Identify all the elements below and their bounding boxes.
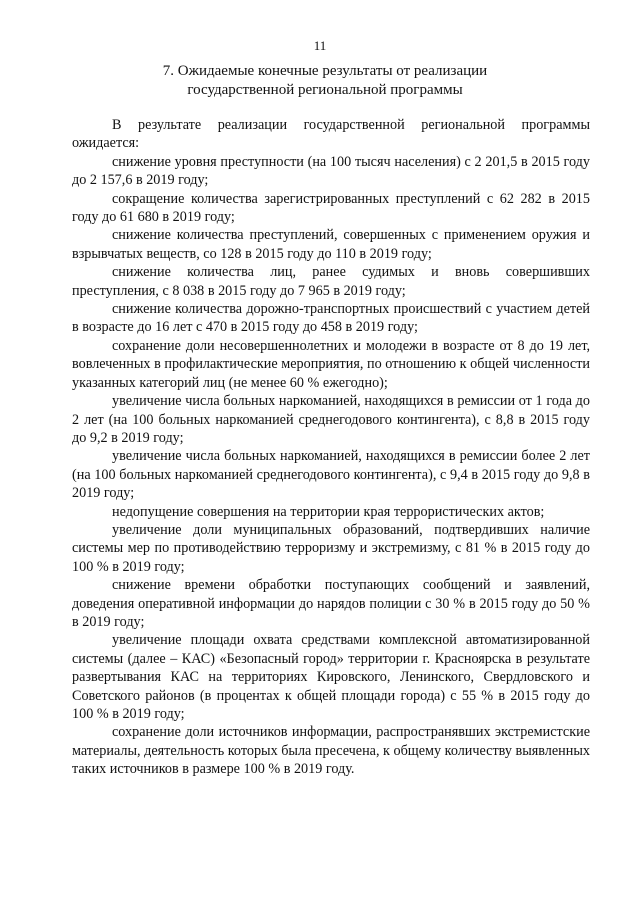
result-item: недопущение совершения на территории края террористических актов; [112, 503, 545, 520]
intro-paragraph: В результате реализации государственной региональной программы ожидается: [72, 117, 590, 152]
page-number: 11 [313, 38, 327, 53]
section-heading-line-2: государственной региональной программы [187, 82, 463, 98]
result-item: увеличение числа больных наркоманией, находящихся в ремиссии более 2 лет (на 100 больных наркоманией среднегодового контингента), с 9,4 в 2015 году до 9,8 в 2019 году; [72, 448, 590, 502]
result-item: увеличение площади охвата средствами комплексной автоматизированной системы (далее – КАС) «Безопасный город» территории г. Красноярска в результате развертывания КАС на территориях Кировского, Ленинского, Свердловского и Советского районов (в процентах к общей площади города) с 55 % в 2015 году до 100 % в 2019 году; [72, 632, 590, 722]
result-item: снижение уровня преступности (на 100 тысяч населения) с 2 201,5 в 2015 году до 2 157,6 в 2019 году; [72, 153, 590, 189]
result-item: увеличение числа больных наркоманией, находящихся в ремиссии от 1 года до 2 лет (на 100 больных наркоманией среднегодового контингента), с 8,8 в 2015 году до 9,2 в 2019 году; [72, 393, 590, 446]
result-item: снижение количества лиц, ранее судимых и вновь совершивших преступления, с 8 038 в 2015 году до 7 965 в 2019 году; [72, 264, 590, 299]
result-item: сохранение доли несовершеннолетних и молодежи в возрасте от 8 до 19 лет, вовлеченных в профилактические мероприятия, по отношению к общей численности указанных категорий лиц (не менее 60 % ежегодно); [72, 337, 590, 391]
result-item: увеличение доли муниципальных образований, подтвердивших наличие системы мер по противодействию терроризму и экстремизму, с 81 % в 2015 году до 100 % в 2019 году; [72, 521, 590, 575]
section-heading-line-1: 7. Ожидаемые конечные результаты от реализации [162, 63, 488, 79]
result-item: снижение количества преступлений, совершенных с применением оружия и взрывчатых веществ, со 128 в 2015 году до 110 в 2019 году; [72, 227, 590, 262]
section-heading [80, 62, 570, 100]
result-item: сохранение доли источников информации, распространявших экстремистские материалы, деятельность которых была пресечена, к общему количеству выявленных таких источников в размере 100 % в 2019 году. [72, 724, 590, 778]
result-item: снижение времени обработки поступающих сообщений и заявлений, доведения оперативной информации до нарядов полиции с 30 % в 2015 году до 50 % в 2019 году; [72, 577, 590, 630]
result-item: снижение количества дорожно-транспортных происшествий с участием детей в возрасте до 16 лет с 470 в 2015 году до 458 в 2019 году; [72, 301, 590, 336]
result-item: сокращение количества зарегистрированных преступлений с 62 282 в 2015 году до 61 680 в 2019 году; [72, 190, 590, 226]
document-body [72, 116, 590, 779]
